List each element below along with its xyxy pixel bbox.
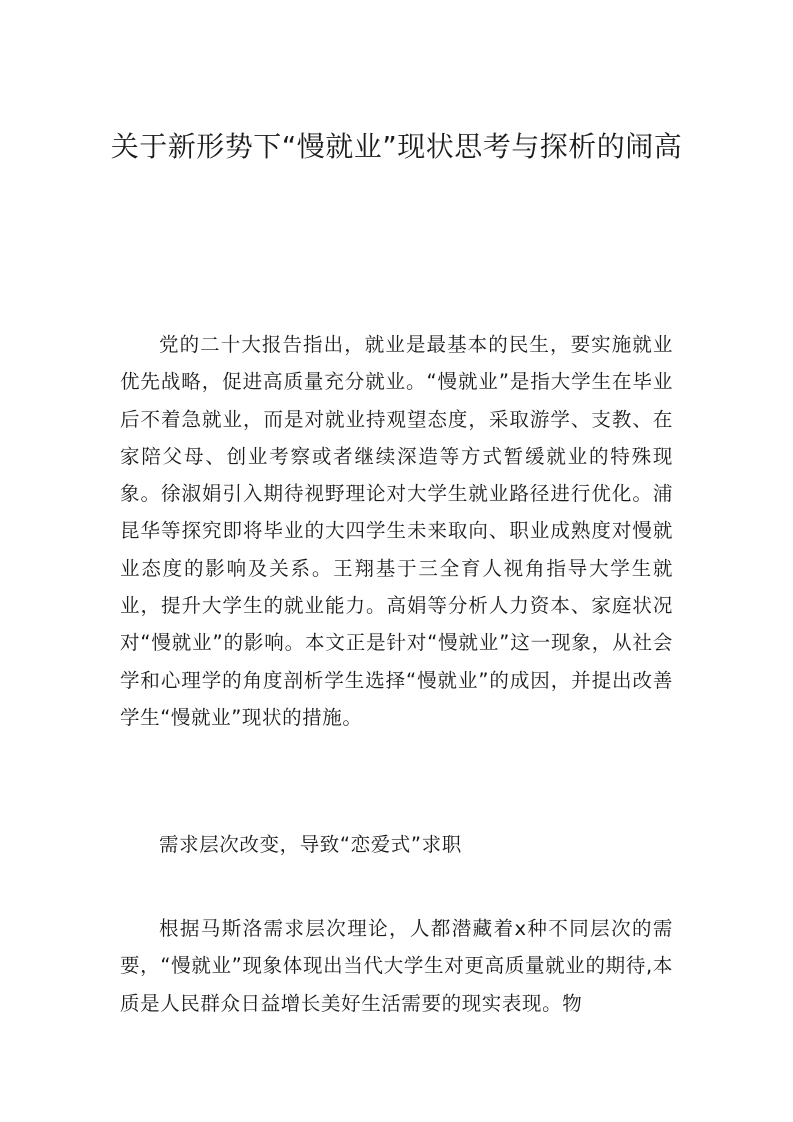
section-heading: 需求层次改变，导致“恋爱式”求职: [159, 833, 462, 856]
body-paragraph: 根据马斯洛需求层次理论，人都潜藏着x种不同层次的需要，“慢就业”现象体现出当代大学生对更高质量就业的期待,本质是人民群众日益增长美好生活需要的现实表现。物: [120, 917, 673, 1015]
intro-paragraph: 党的二十大报告指出，就业是最基本的民生，要实施就业优先战略，促进高质量充分就业。“慢就业”是指大学生在毕业后不着急就业，而是对就业持观望态度，采取游学、支教、在家陪父母、创业考察或者继续深造等方式暂缓就业的特殊现象。徐淑娟引入期待视野理论对大学生就业路径进行优化。浦昆华等探究即将毕业的大四学生未来取向、职业成熟度对慢就业态度的影响及关系。王翔基于三全育人视角指导大学生就业，提升大学生的就业能力。高娟等分析人力资本、家庭状况对“慢就业”的影响。本文正是针对“慢就业”这一现象，从社会学和心理学的角度剖析学生选择“慢就业”的成因，并提出改善学生“慢就业”现状的措施。: [120, 333, 673, 729]
document-title: 关于新形势下“慢就业”现状思考与探析的闹高: [110, 130, 683, 163]
